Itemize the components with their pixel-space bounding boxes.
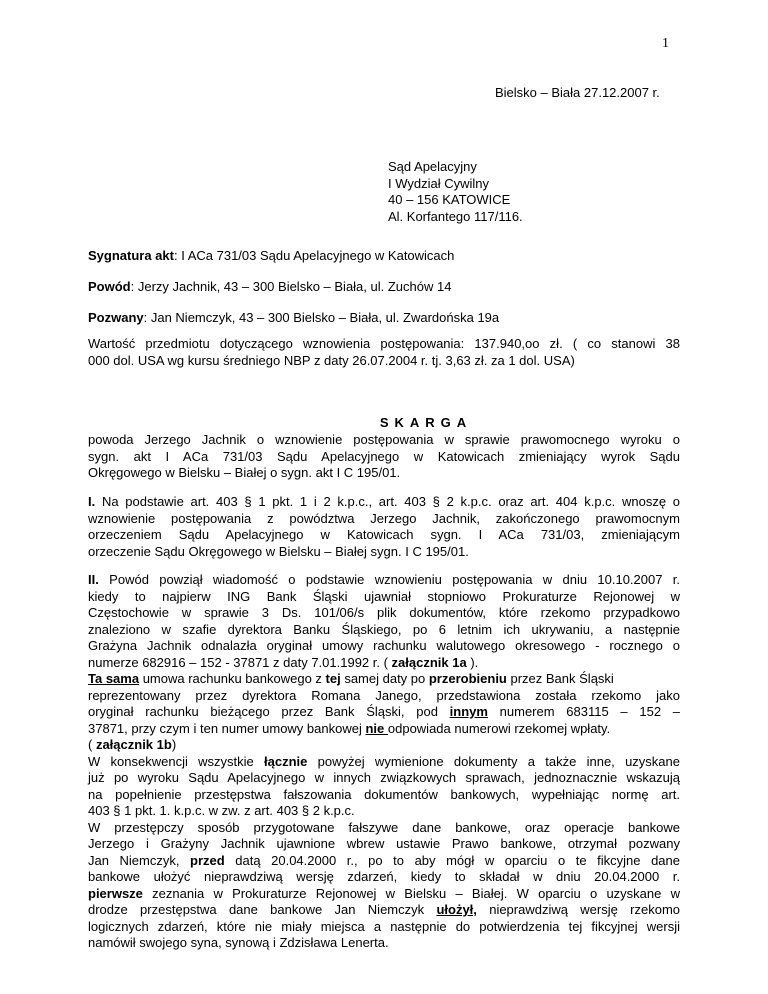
defendant-label: Pozwany — [88, 310, 144, 325]
section-two-line: numerze 682916 – 152 - 37871 z daty 7.01.1992 r. ( załącznik 1a ). — [88, 654, 479, 670]
page-number: 1 — [662, 36, 669, 51]
plaintiff — [88, 279, 451, 294]
claim-value-line: 000 dol. USA wg kursu średniego NBP z daty 26.07.2004 r. tj. 3,63 zł. za 1 dol. USA) — [88, 353, 575, 368]
section-two-line: reprezentowany przez dyrektora Romana Janego, przedstawiona została rzekomo jako — [88, 687, 680, 703]
section-two-line: ( załącznik 1b) — [88, 737, 177, 752]
section-two-line: W konsekwencji wszystkie łącznie powyżej wymienione dokumenty a także inne, uzyskane — [88, 753, 680, 769]
attachment-1a-ref: załącznik 1a — [391, 654, 467, 670]
section-one-line: wznowienie postępowania z powództwa Jerzego Jachnik, zakończonego prawomocnym — [88, 510, 680, 526]
recipient-line: Al. Korfantego 117/116. — [388, 208, 523, 224]
intro-paragraph — [88, 432, 680, 482]
intro-line: sygn. akt I ACa 731/03 Sądu Apelacyjnego w Katowicach zmieniający wyrok Sądu — [88, 448, 680, 464]
section-one-line: orzeczeniem Sądu Apelacyjnego w Katowicach sygn. I ACa 731/03, zmieniającym — [88, 527, 680, 542]
section-two-line: W przestępczy sposób przygotowane fałszywe dane bankowe, oraz operacje bankowe — [88, 819, 680, 835]
section-two-line: oryginał rachunku bieżącego przez Bank Śląski, pod innym numerem 683115 – 152 – — [88, 704, 680, 719]
case-signature — [88, 248, 454, 263]
section-two-number: II. — [88, 572, 99, 587]
document-title: SKARGA — [379, 415, 473, 430]
section-two-line: II. Powód powziął wiadomość o podstawie wznowieniu postępowania w dniu 10.10.2007 r. — [88, 572, 680, 587]
section-two-line: Częstochowie w sprawie 3 Ds. 101/06/s plik dokumentów, które rzekomo przypadkowo — [88, 605, 680, 620]
section-two-line: Jerzego i Grażyny Jachnik ujawnione wbrew ustawie Prawo bankowe, otrzymał pozwany — [88, 836, 680, 851]
section-two — [88, 572, 680, 952]
recipient-line: 40 – 156 KATOWICE — [388, 192, 511, 207]
intro-line: Okręgowego w Bielsku – Białej o sygn. akt I C 195/01. — [88, 465, 401, 480]
plaintiff-text: : Jerzy Jachnik, 43 – 300 Bielsko – Biała, ul. Zuchów 14 — [130, 279, 452, 294]
recipient-line: I Wydział Cywilny — [388, 175, 490, 191]
defendant — [88, 310, 499, 325]
section-two-line: kiedy to najpierw ING Bank Śląski ujawniał stopniowo Prokuraturze Rejonowej w — [88, 588, 680, 604]
section-one-number: I. — [88, 494, 96, 509]
section-two-line: namówił swojego syna, synową i Zdzisława Lenerta. — [88, 935, 389, 950]
section-two-line: na popełnienie przestępstwa fałszowania dokumentów bankowych, wypełniając normę art. — [88, 786, 680, 802]
plaintiff-label: Powód — [88, 279, 131, 294]
section-one-line: orzeczenie Sądu Okręgowego w Bielsku – Białej sygn. I C 195/01. — [88, 543, 469, 559]
section-two-line: bankowe ułożyć nieprawdziwą wersję zdarzeń, kiedy to składał w dniu 20.04.2000 r. — [88, 869, 680, 884]
section-two-line: znaleziono w szafie dyrektora Banku Śląskiego, po 6 letnim ich ukrywaniu, a następnie — [88, 621, 680, 637]
section-two-line: logicznych zdarzeń, które nie miały miejsca a następnie do potwierdzenia tej fikcyjnej wersji — [88, 918, 680, 934]
section-two-line: Grażyna Jachnik odnalazła oryginał umowy rachunku walutowego okresowego - rocznego o — [88, 638, 680, 653]
date-line: Bielsko – Biała 27.12.2007 r. — [495, 85, 660, 100]
attachment-1b-ref: załącznik 1b — [95, 737, 172, 752]
section-two-line: 37871, przy czym i ten numer umowy bankowej nie odpowiada numerowi rzekomej wpłaty. — [88, 720, 611, 736]
section-one — [88, 494, 680, 560]
claim-value-line: Wartość przedmiotu dotyczącego wznowienia postępowania: 137.940,oo zł. ( co stanowi 38 — [88, 336, 680, 351]
section-two-line: pierwsze zeznania w Prokuraturze Rejonowej w Bielsku – Białej. W oparciu o uzyskane w — [88, 885, 680, 901]
case-signature-label: Sygnatura akt — [88, 248, 174, 263]
intro-line: powoda Jerzego Jachnik o wznowienie postępowania w sprawie prawomocnego wyroku o — [88, 432, 680, 447]
section-two-line: 403 § 1 pkt. 1. k.p.c. w zw. z art. 403 § 2 k.p.c. — [88, 803, 355, 818]
claim-value — [88, 335, 680, 369]
recipient-address — [388, 159, 523, 225]
recipient-line: Sąd Apelacyjny — [388, 159, 477, 174]
defendant-text: : Jan Niemczyk, 43 – 300 Bielsko – Biała, ul. Zwardońska 19a — [143, 310, 500, 325]
section-two-line: już po wyroku Sądu Apelacyjnego w innych związkowych sprawach, jednoznacznie wskazują — [88, 770, 680, 785]
section-two-line: drodze przestępstwa dane bankowe Jan Niemczyk ułożył, nieprawdziwą wersję rzekomo — [88, 902, 681, 917]
section-two-line: Jan Niemczyk, przed datą 20.04.2000 r., po to aby mógł w oparciu o te fikcyjne dane — [88, 852, 680, 868]
section-one-line: I. Na podstawie art. 403 § 1 pkt. 1 i 2 k.p.c., art. 403 § 2 k.p.c. oraz art. 404 k.p.c. wnoszę o — [88, 494, 680, 509]
section-two-line: Ta sama umowa rachunku bankowego z tej samej daty po przerobieniu przez Bank Śląski — [88, 671, 614, 686]
case-signature-text: : I ACa 731/03 Sądu Apelacyjnego w Katowicach — [173, 248, 455, 263]
